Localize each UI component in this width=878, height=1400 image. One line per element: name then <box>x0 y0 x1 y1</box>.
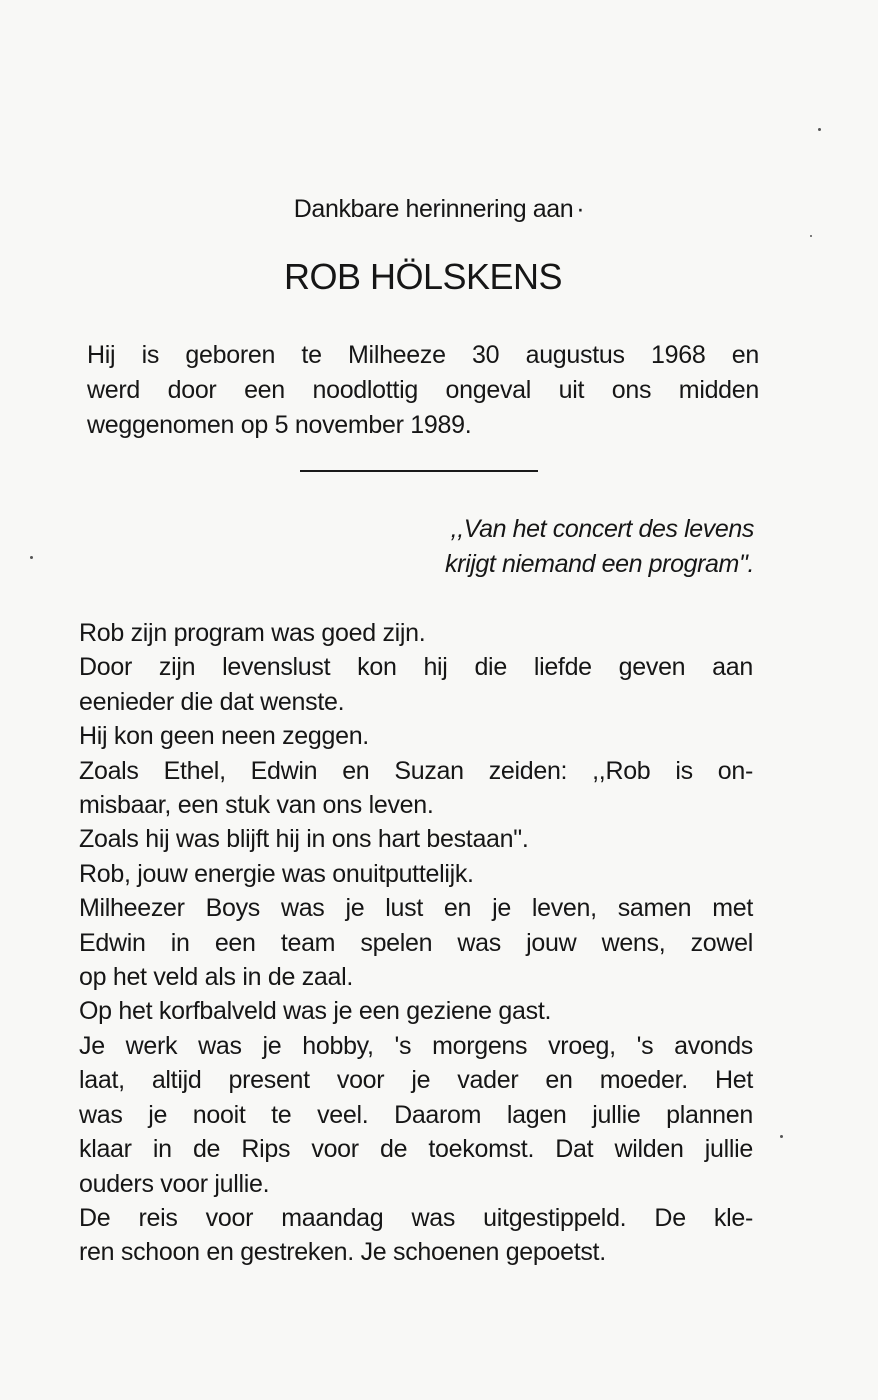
body-line: De reis voor maandag was uitgestippeld. De kle- <box>79 1203 753 1232</box>
deceased-name: ROB HÖLSKENS <box>283 256 563 297</box>
paper-speck <box>780 1135 783 1138</box>
body-line: Milheezer Boys was je lust en je leven, samen met <box>79 894 753 923</box>
paper-speck <box>818 128 821 131</box>
body-line: op het veld als in de zaal. <box>79 963 354 992</box>
body-line: Op het korfbalveld was je een geziene gast. <box>79 997 552 1026</box>
body-line: Rob, jouw energie was onuitputtelijk. <box>79 859 474 888</box>
quote-line: ,,Van het concert des levens <box>450 515 754 543</box>
body-line: Hij kon geen neen zeggen. <box>79 722 369 751</box>
birth-line: Hij is geboren te Milheeze 30 augustus 1968 en <box>87 341 759 369</box>
body-line: Door zijn levenslust kon hij die liefde geven aan <box>79 653 753 682</box>
body-line: ren schoon en gestreken. Je schoenen gepoetst. <box>79 1238 606 1267</box>
body-line: ouders voor jullie. <box>79 1169 270 1198</box>
body-line: Zoals Ethel, Edwin en Suzan zeiden: ,,Rob is on- <box>79 756 753 785</box>
birth-death-paragraph <box>87 338 759 443</box>
body-line: Rob zijn program was goed zijn. <box>79 619 426 647</box>
body-line: was je nooit te veel. Daarom lagen jullie plannen <box>79 1100 753 1129</box>
body-line: eenieder die dat wenste. <box>79 687 345 716</box>
body-text <box>79 616 753 1270</box>
paper-speck <box>30 556 33 559</box>
body-line: Edwin in een team spelen was jouw wens, zowel <box>79 928 753 957</box>
intro-text: Dankbare herinnering aan <box>293 195 574 223</box>
divider-line <box>300 470 538 472</box>
birth-line: werd door een noodlottig ongeval uit ons midden <box>87 376 759 404</box>
intro-heading <box>0 195 878 224</box>
body-line: misbaar, een stuk van ons leven. <box>79 791 434 820</box>
body-line: laat, altijd present voor je vader en moeder. Het <box>79 1066 753 1095</box>
quote-line: krijgt niemand een program". <box>445 550 754 578</box>
quote <box>294 512 754 582</box>
body-line: klaar in de Rips voor de toekomst. Dat wilden jullie <box>79 1135 753 1164</box>
intro-mark: · <box>576 195 585 223</box>
paper-speck <box>810 235 812 237</box>
body-line: Je werk was je hobby, 's morgens vroeg, 's avonds <box>79 1031 753 1060</box>
birth-line: weggenomen op 5 november 1989. <box>87 411 472 439</box>
body-line: Zoals hij was blijft hij in ons hart bestaan". <box>79 825 529 854</box>
